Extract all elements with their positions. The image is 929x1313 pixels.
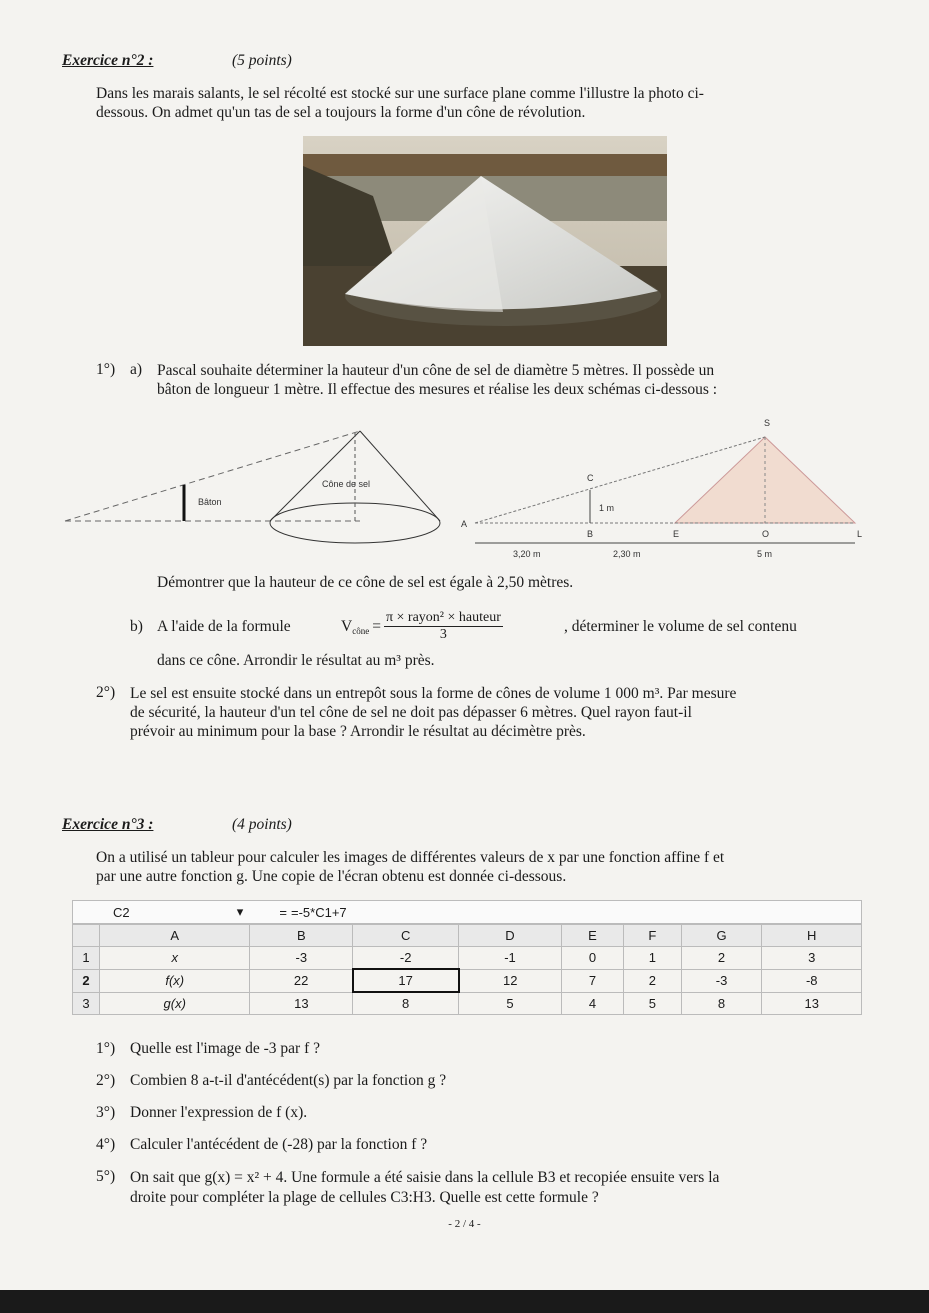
ex3-intro-line1: On a utilisé un tableur pour calculer les images de différentes valeurs de x par une fonction affine f et: [96, 849, 725, 866]
q2-text: [130, 684, 890, 741]
formula-denominator: 3: [439, 627, 447, 642]
formula-numerator: π × rayon² × hauteur: [385, 610, 501, 625]
col-header-D[interactable]: D: [459, 925, 562, 947]
q-text: Calculer l'antécédent de (-28) par la fonction f ?: [130, 1136, 428, 1153]
q1a-label: a): [130, 361, 143, 378]
q1a-text: [157, 361, 877, 399]
formula-lhs: V: [341, 617, 353, 635]
q2-line2: de sécurité, la hauteur d'un tel cône de sel ne doit pas dépasser 6 mètres. Quel rayon faut-il: [130, 704, 692, 721]
cell-H2[interactable]: -8: [762, 969, 862, 992]
list-item: [96, 1072, 886, 1104]
ex2-intro-line1: Dans les marais salants, le sel récolté est stocké sur une surface plane comme l'illustre la photo ci-: [96, 85, 704, 102]
formula-bar: [72, 900, 862, 924]
q-text: Donner l'expression de f (x).: [130, 1104, 308, 1121]
cell-G1[interactable]: 2: [681, 947, 762, 970]
cell-G3[interactable]: 8: [681, 992, 762, 1015]
cell-C1[interactable]: -2: [353, 947, 459, 970]
col-header-H[interactable]: H: [762, 925, 862, 947]
ex2-points: (5 points): [232, 52, 292, 69]
formula-input[interactable]: =-5*C1+7: [291, 904, 347, 920]
left-diagram: [60, 425, 450, 555]
ex3-intro-line2: par une autre fonction g. Une copie de l'écran obtenu est donnée ci-dessous.: [96, 868, 567, 885]
ex2-intro-line2: dessous. On admet qu'un tas de sel a toujours la forme d'un cône de révolution.: [96, 104, 586, 121]
spreadsheet-grid: [72, 924, 862, 1015]
stick-length: 1 m: [599, 503, 615, 513]
table-row: [73, 969, 862, 992]
q1a-line2: bâton de longueur 1 mètre. Il effectue des mesures et réalise les deux schémas ci-dessous :: [157, 381, 718, 398]
formula-sub: cône: [352, 625, 370, 636]
spreadsheet: [72, 900, 862, 1015]
dist-be: 2,30 m: [613, 549, 641, 559]
col-header-A[interactable]: A: [100, 925, 250, 947]
formula-equals-icon: =: [279, 904, 287, 920]
column-header-row: [73, 925, 862, 947]
row-header-2[interactable]: 2: [73, 969, 100, 992]
ex3-questions: [96, 1040, 886, 1208]
salt-cone-photo: [303, 136, 667, 346]
dist-el: 5 m: [757, 549, 773, 559]
q1a-line1: Pascal souhaite déterminer la hauteur d'un cône de sel de diamètre 5 mètres. Il possède un: [157, 362, 715, 379]
cell-B3[interactable]: 13: [250, 992, 353, 1015]
q-num: 1°): [96, 1040, 116, 1057]
cell-D3[interactable]: 5: [459, 992, 562, 1015]
cell-B2[interactable]: 22: [250, 969, 353, 992]
cone-label: Cône de sel: [322, 479, 371, 489]
q-text: Combien 8 a-t-il d'antécédent(s) par la fonction g ?: [130, 1072, 447, 1089]
bottom-black-bar: [0, 1290, 929, 1313]
ex2-intro: [96, 84, 876, 122]
q-num: 5°): [96, 1168, 116, 1185]
pt-L: L: [857, 529, 863, 539]
dist-ab: 3,20 m: [513, 549, 541, 559]
cell-B1[interactable]: -3: [250, 947, 353, 970]
pt-S: S: [764, 418, 771, 428]
q5-line2: droite pour compléter la plage de cellules C3:H3. Quelle est cette formule ?: [130, 1189, 599, 1206]
q2-line1: Le sel est ensuite stocké dans un entrepôt sous la forme de cônes de volume 1 000 m³. Par mesure: [130, 685, 737, 702]
pt-E: E: [673, 529, 680, 539]
col-header-C[interactable]: C: [353, 925, 459, 947]
q2-line3: prévoir au minimum pour la base ? Arrondir le résultat au décimètre près.: [130, 723, 586, 740]
cell-G2[interactable]: -3: [681, 969, 762, 992]
cell-F1[interactable]: 1: [624, 947, 682, 970]
pt-C: C: [587, 473, 594, 483]
q-num: 4°): [96, 1136, 116, 1153]
q-text: Quelle est l'image de -3 par f ?: [130, 1040, 321, 1057]
list-item: [96, 1168, 886, 1208]
cell-A3[interactable]: g(x): [100, 992, 250, 1015]
q1b-pre: A l'aide de la formule: [157, 618, 291, 635]
row-header-1[interactable]: 1: [73, 947, 100, 970]
formula-fraction: [384, 610, 503, 643]
baton-label: Bâton: [198, 497, 222, 507]
pt-O: O: [762, 529, 770, 539]
volume-formula: V cône = $\frac{\text{π × rayon² × hauteur}}{3}$: [341, 610, 501, 642]
cell-A2[interactable]: f(x): [100, 969, 250, 992]
cell-H1[interactable]: 3: [762, 947, 862, 970]
cell-C2-selected[interactable]: 17: [353, 969, 459, 992]
list-item: [96, 1104, 886, 1136]
page-number: - 2 / 4 -: [448, 1218, 481, 1230]
pt-A: A: [461, 519, 468, 529]
q1a-demo: Démontrer que la hauteur de ce cône de sel est égale à 2,50 mètres.: [157, 574, 574, 591]
col-header-B[interactable]: B: [250, 925, 353, 947]
ex3-title: Exercice n°3 :: [62, 816, 154, 833]
q-num: 3°): [96, 1104, 116, 1121]
cell-D2[interactable]: 12: [459, 969, 562, 992]
cell-H3[interactable]: 13: [762, 992, 862, 1015]
row-header-3[interactable]: 3: [73, 992, 100, 1015]
ex3-points: (4 points): [232, 816, 292, 833]
q1b-line2: dans ce cône. Arrondir le résultat au m³ près.: [157, 652, 435, 669]
table-row: [73, 992, 862, 1015]
cell-E1[interactable]: 0: [561, 947, 623, 970]
q1-number: 1°): [96, 361, 116, 378]
cell-E2[interactable]: 7: [561, 969, 623, 992]
pt-B: B: [587, 529, 594, 539]
cell-ref-box[interactable]: C2: [113, 904, 130, 920]
right-diagram: [455, 415, 875, 565]
table-row: [73, 947, 862, 970]
ex3-intro: [96, 848, 886, 886]
q-num: 2°): [96, 1072, 116, 1089]
col-header-F[interactable]: F: [624, 925, 682, 947]
cell-A1[interactable]: x: [100, 947, 250, 970]
cell-F3[interactable]: 5: [624, 992, 682, 1015]
list-item: [96, 1136, 886, 1168]
q2-number: 2°): [96, 684, 116, 701]
cell-E3[interactable]: 4: [561, 992, 623, 1015]
cell-C3[interactable]: 8: [353, 992, 459, 1015]
col-header-E[interactable]: E: [561, 925, 623, 947]
q1b-label: b): [130, 618, 143, 635]
cell-F2[interactable]: 2: [624, 969, 682, 992]
list-item: [96, 1040, 886, 1072]
cell-ref-dropdown-icon[interactable]: ▾: [236, 904, 244, 919]
ex2-title: Exercice n°2 :: [62, 52, 154, 69]
q-text: On sait que g(x) = x² + 4. Une formule a été saisie dans la cellule B3 et recopiée ensuite vers la: [130, 1169, 720, 1186]
q1b-post: , déterminer le volume de sel contenu: [564, 618, 797, 635]
cell-D1[interactable]: -1: [459, 947, 562, 970]
col-header-G[interactable]: G: [681, 925, 762, 947]
